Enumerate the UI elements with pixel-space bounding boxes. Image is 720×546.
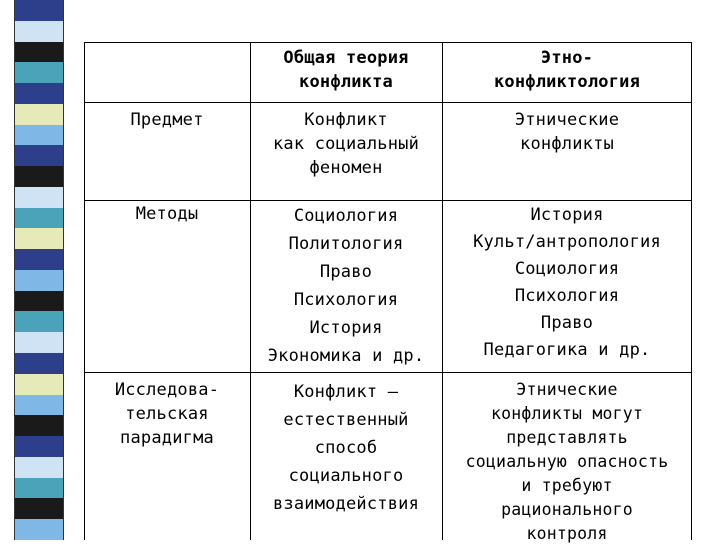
cell-paradigm-ethno: Этнические конфликты могут представлять социальную опасность и требуют рационального контроля bbox=[465, 380, 669, 543]
stripe-segment bbox=[14, 436, 64, 457]
stripe-segment bbox=[14, 478, 64, 499]
table-border-top bbox=[84, 42, 692, 43]
stripe-segment bbox=[14, 208, 64, 229]
stripe-segment bbox=[14, 332, 64, 353]
stripe-segment bbox=[14, 21, 64, 42]
stripe-segment bbox=[14, 498, 64, 519]
comparison-table bbox=[84, 42, 692, 543]
stripe-segment bbox=[14, 415, 64, 436]
stripe-segment bbox=[14, 83, 64, 104]
stripe-segment bbox=[14, 519, 64, 540]
stripe-segment bbox=[14, 125, 64, 146]
stripe-segment bbox=[14, 457, 64, 478]
header-ethnoconflictology: Этно- конфликтология bbox=[493, 48, 641, 92]
stripe-segment bbox=[14, 0, 64, 21]
decorative-stripe bbox=[14, 0, 64, 540]
row-divider bbox=[84, 102, 692, 103]
stripe-segment bbox=[14, 291, 64, 312]
stripe-segment bbox=[14, 311, 64, 332]
row-label-methods: Методы bbox=[135, 204, 199, 224]
row-divider bbox=[84, 200, 692, 201]
stripe-segment bbox=[14, 104, 64, 125]
stripe-segment bbox=[14, 374, 64, 395]
stripe-segment bbox=[14, 395, 64, 416]
stripe-segment bbox=[14, 187, 64, 208]
stripe-segment bbox=[14, 62, 64, 83]
cell-paradigm-general: Конфликт – естественный способ социального взаимодействия bbox=[272, 382, 420, 514]
row-label-paradigm: Исследова- тельская парадигма bbox=[114, 380, 220, 448]
cell-methods-ethno: История Культ/антропология Социология Психология Право Педагогика и др. bbox=[473, 205, 661, 360]
row-label-subject: Предмет bbox=[130, 110, 204, 130]
stripe-segment bbox=[14, 228, 64, 249]
stripe-segment bbox=[14, 353, 64, 374]
cell-subject-general: Конфликт как социальный феномен bbox=[272, 110, 420, 178]
stripe-segment bbox=[14, 270, 64, 291]
header-general-theory: Общая теория конфликта bbox=[283, 48, 409, 92]
cell-methods-general: Социология Политология Право Психология История Экономика и др. bbox=[267, 206, 425, 366]
stripe-segment bbox=[14, 249, 64, 270]
stripe-segment bbox=[14, 42, 64, 63]
stripe-segment bbox=[14, 145, 64, 166]
stripe-segment bbox=[14, 166, 64, 187]
cell-subject-ethno: Этнические конфликты bbox=[514, 110, 620, 154]
row-divider bbox=[84, 372, 692, 373]
